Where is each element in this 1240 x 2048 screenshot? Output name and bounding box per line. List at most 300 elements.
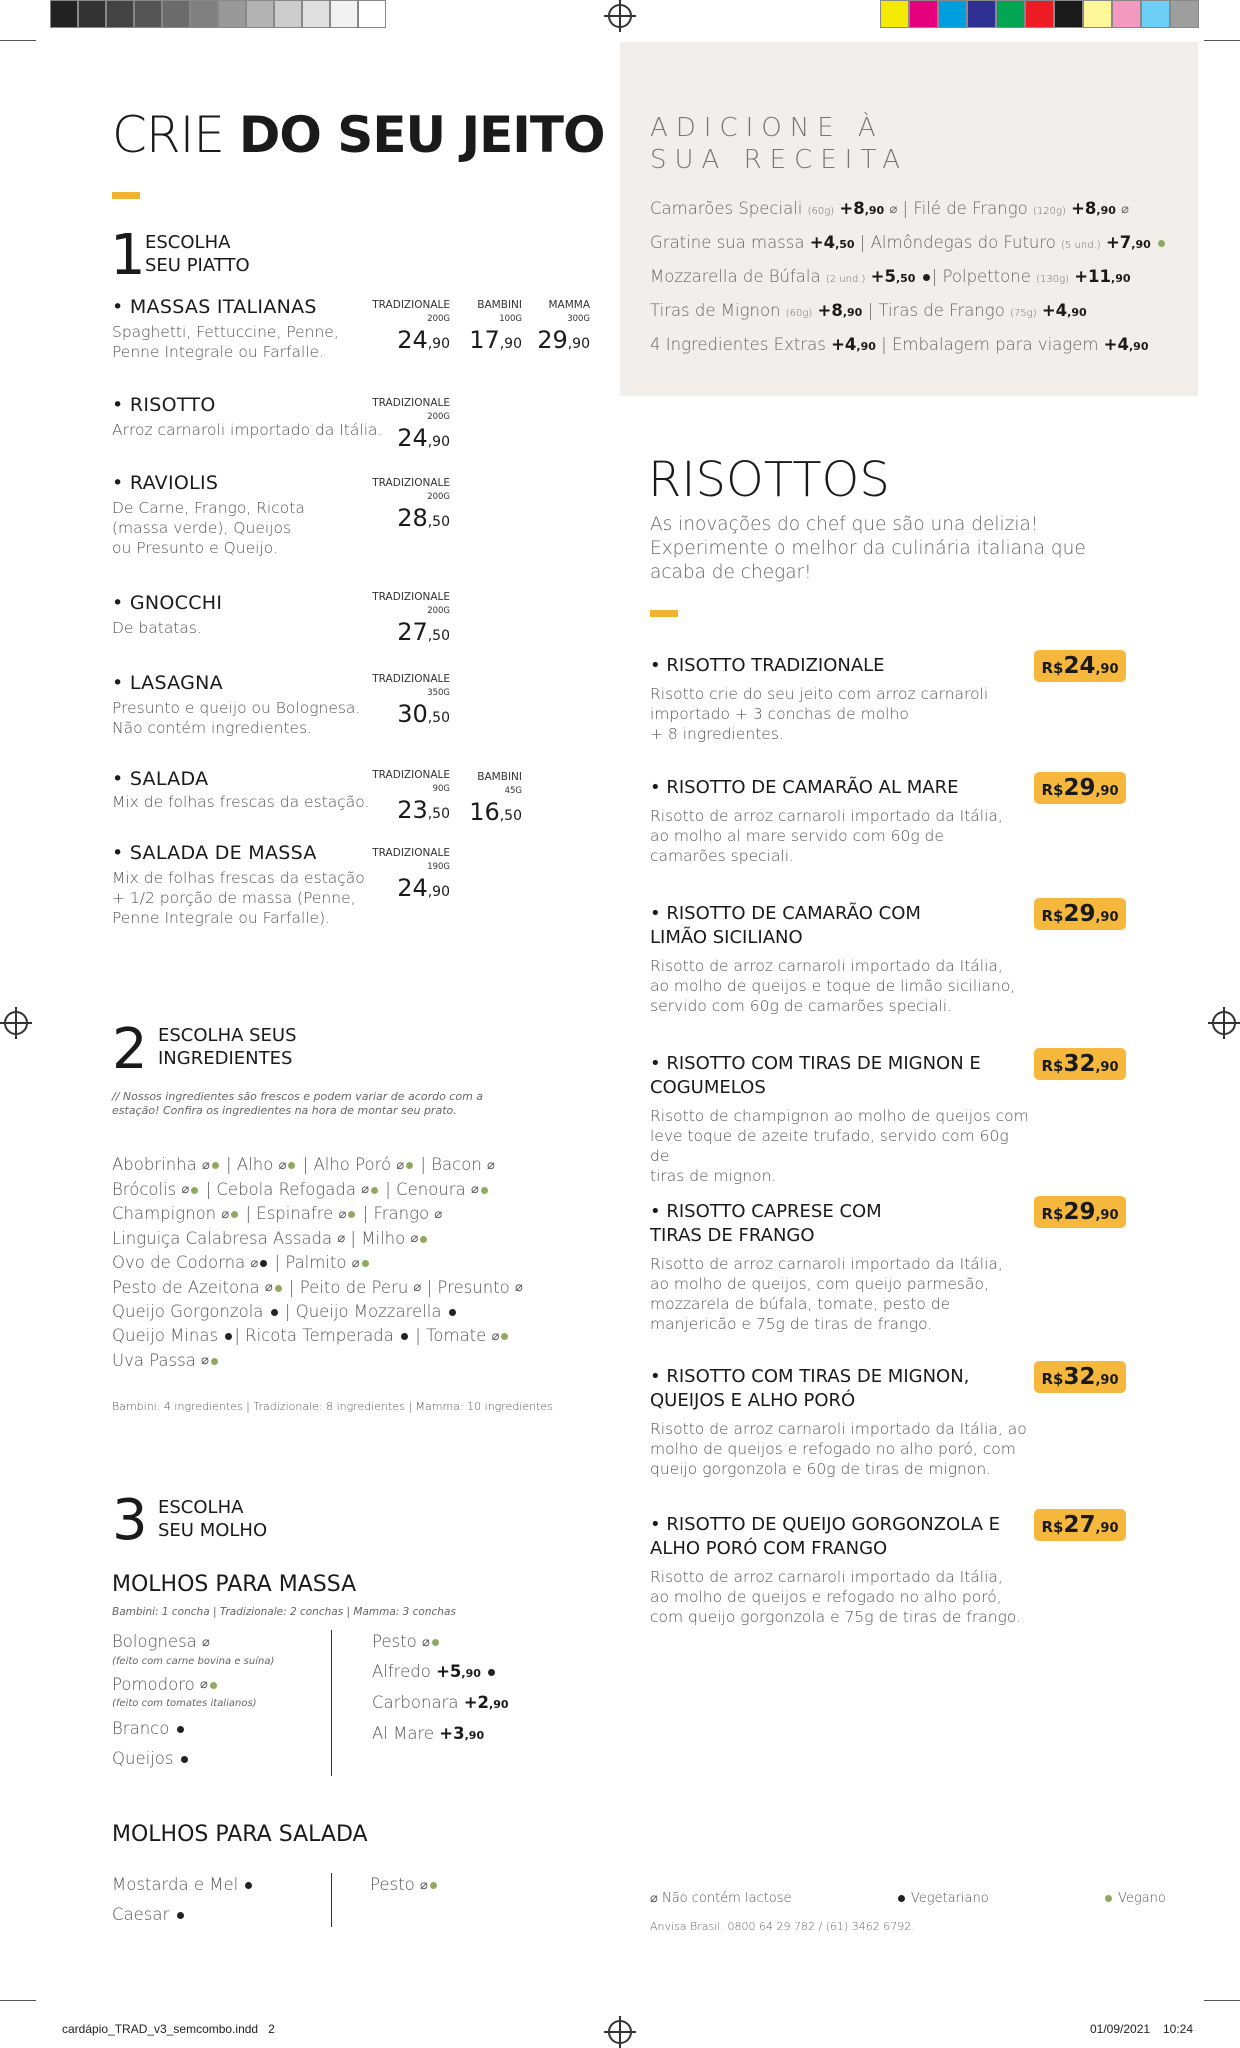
- item-desc: Presunto e queijo ou Bolognesa.: [112, 699, 361, 717]
- vegan-icon: [406, 1162, 413, 1169]
- desc-line: camarões speciali.: [650, 847, 794, 865]
- vegan-icon: [288, 1162, 295, 1169]
- gray-swatch: [106, 0, 134, 28]
- footer-date: 01/09/2021: [1090, 2022, 1151, 2036]
- gray-swatch: [78, 0, 106, 28]
- ingredient-row: Queijo Minas | Ricota Temperada | Tomate ⌀: [112, 1324, 523, 1349]
- page-title: [112, 106, 604, 164]
- ingredient-limits: Bambini: 4 ingredientes | Tradizionale: 8 ingredientes | Mamma: 10 ingredientes: [112, 1400, 553, 1413]
- no-lactose-icon: ⌀: [487, 1157, 495, 1173]
- accent-bar: [650, 610, 678, 617]
- vegetarian-icon: [401, 1333, 408, 1340]
- sauce-item: Pomodoro ⌀: [112, 1673, 322, 1698]
- note-line: estação! Confira os ingredientes na hora de montar seu prato.: [112, 1104, 457, 1117]
- sauces-col-2: [372, 1630, 572, 1748]
- sauce-item: Carbonara +2,90: [372, 1692, 509, 1712]
- no-lactose-icon: ⌀: [410, 1231, 419, 1246]
- ingredient-row: Ovo de Codorna ⌀ | Palmito ⌀: [112, 1251, 523, 1276]
- gray-swatch: [190, 0, 218, 28]
- step-title-line: SEU PIATTO: [145, 255, 250, 276]
- item-name: • SALADA: [112, 768, 209, 790]
- no-lactose-icon: ⌀: [361, 1182, 370, 1197]
- crop-mark: [1204, 2000, 1240, 2001]
- add-row: Camarões Speciali (60g) +8,90 ⌀ | Filé de Frango (120g) +8,90 ⌀: [650, 193, 1167, 227]
- gray-swatch: [246, 0, 274, 28]
- size-label: MAMMA: [548, 299, 590, 311]
- desc-line: Risotto de arroz carnaroli importado da Itália,: [650, 957, 1003, 975]
- size-label: TRADIZIONALE: [372, 591, 450, 603]
- risotto-name: LIMÃO SICILIANO: [650, 927, 803, 948]
- size-weight: 190G: [427, 862, 450, 872]
- ingredient: Alho Poró: [313, 1155, 392, 1174]
- legend-lactose: Não contém lactose: [661, 1891, 792, 1906]
- item-name: • RISOTTO: [112, 394, 216, 416]
- menu-item-salada: [112, 768, 392, 812]
- item-desc: Arroz carnaroli importado da Itália.: [112, 421, 383, 439]
- risotto-name: • RISOTTO DE CAMARÃO AL MARE: [650, 777, 959, 798]
- step-number: 1: [110, 223, 146, 288]
- cents: ,90: [1095, 1208, 1119, 1223]
- size-weight: 90G: [432, 784, 450, 794]
- desc-line: ao molho de queijos, com queijo parmesão,: [650, 1275, 989, 1293]
- ingredient: Ricota Temperada: [245, 1326, 394, 1345]
- no-lactose-icon: ⌀: [199, 1677, 208, 1692]
- risotto-item: [650, 1513, 1030, 1627]
- vegan-icon: [1105, 1895, 1112, 1902]
- size-weight: 100G: [499, 314, 522, 324]
- risotto-name: • RISOTTO DE QUEIJO GORGONZOLA E: [650, 1514, 1001, 1535]
- vegetarian-icon: [177, 1912, 184, 1919]
- desc-line: Risotto de arroz carnaroli importado da Itália,: [650, 807, 1003, 825]
- ingredient: Alho: [236, 1155, 274, 1174]
- ingredient-row: Abobrinha ⌀ | Alho ⌀ | Alho Poró ⌀ | Bacon ⌀: [112, 1153, 523, 1178]
- size-tradizionale: [360, 590, 450, 646]
- sauces-salad-col-2: [370, 1873, 520, 1898]
- sauce-item: Bolognesa ⌀: [112, 1630, 322, 1655]
- color-swatch: [967, 0, 996, 28]
- currency: R$: [1041, 781, 1064, 799]
- risotto-item: [650, 1200, 1030, 1334]
- ingredient: Espinafre: [256, 1204, 334, 1223]
- no-lactose-icon: ⌀: [202, 1634, 210, 1650]
- price-tag: [1034, 1361, 1126, 1393]
- cents: ,90: [1095, 662, 1119, 677]
- ingredient-row: Brócolis ⌀ | Cebola Refogada ⌀ | Cenoura ⌀: [112, 1178, 523, 1203]
- desc-line: Risotto de arroz carnaroli importado da Itália,: [650, 1568, 1003, 1586]
- add-title: [650, 112, 908, 176]
- ingredient: Cenoura: [396, 1179, 466, 1199]
- vegan-icon: [371, 1187, 378, 1194]
- step-title: [145, 231, 250, 277]
- sauces-pasta-title: MOLHOS PARA MASSA: [112, 1572, 357, 1597]
- vegetarian-icon: [271, 1309, 278, 1316]
- no-lactose-icon: ⌀: [337, 1231, 346, 1246]
- add-row: Mozzarella de Búfala (2 und.) +5,50 | Polpettone (130g) +11,90: [650, 267, 1131, 286]
- add-row: 4 Ingredientes Extras +4,90 | Embalagem para viagem +4,90: [650, 335, 1149, 354]
- desc-line: com queijo gorgonzola e 75g de tiras de frango.: [650, 1608, 1021, 1626]
- desc-line: manjericão e 75g de tiras de frango.: [650, 1315, 933, 1333]
- registration-mark-top: [608, 4, 632, 28]
- step-number: 3: [112, 1488, 148, 1553]
- vegan-icon: [212, 1162, 219, 1169]
- color-swatch: [1170, 0, 1199, 28]
- accent-bar: [112, 192, 140, 199]
- risotto-item: [650, 776, 1030, 866]
- ingredient: Linguiça Calabresa Assada: [112, 1228, 333, 1248]
- size-label: TRADIZIONALE: [372, 397, 450, 409]
- sauce-note: (feito com carne bovina e suína): [112, 1655, 275, 1667]
- vegan-icon: [211, 1358, 218, 1365]
- vegan-icon: [231, 1211, 238, 1218]
- risotto-name: • RISOTTO COM TIRAS DE MIGNON E: [650, 1053, 981, 1074]
- desc-line: ao molho de queijos e toque de limão siciliano,: [650, 977, 1016, 995]
- price: 24,90: [397, 874, 450, 902]
- ingredient: Queijo Minas: [112, 1326, 219, 1345]
- sauce-item: Branco: [112, 1717, 322, 1741]
- sauces-salad-col-1: [112, 1873, 312, 1927]
- no-lactose-icon: ⌀: [396, 1157, 405, 1173]
- item-desc: + 1/2 porção de massa (Penne,: [112, 889, 356, 907]
- ingredient: Milho: [361, 1228, 406, 1248]
- add-row: Tiras de Mignon (60g) +8,90 | Tiras de Frango (75g) +4,90: [650, 301, 1087, 320]
- crop-mark: [0, 40, 36, 41]
- currency: R$: [1041, 1057, 1064, 1075]
- size-tradizionale: [360, 476, 450, 532]
- no-lactose-icon: ⌀: [250, 1255, 259, 1271]
- color-swatch: [996, 0, 1025, 28]
- price: 24: [1063, 653, 1096, 679]
- no-lactose-icon: ⌀: [181, 1182, 190, 1197]
- title-bold: DO SEU JEITO: [238, 106, 605, 164]
- no-lactose-icon: ⌀: [491, 1328, 500, 1344]
- risotto-name: ALHO PORÓ COM FRANGO: [650, 1538, 888, 1559]
- no-lactose-icon: ⌀: [278, 1157, 287, 1173]
- cents: ,90: [1095, 784, 1119, 799]
- risotto-item: [650, 1365, 1030, 1479]
- sauce-item: Mostarda e Mel: [112, 1873, 312, 1897]
- price: 24,90: [397, 326, 450, 354]
- item-desc: Não contém ingredientes.: [112, 719, 313, 737]
- desc-line: Risotto crie do seu jeito com arroz carnaroli: [650, 685, 989, 703]
- size-weight: 200G: [427, 492, 450, 502]
- price-tag: [1034, 1048, 1126, 1080]
- sauce-divider: [331, 1873, 332, 1927]
- no-lactose-icon: ⌀: [650, 1891, 658, 1906]
- size-weight: 200G: [427, 606, 450, 616]
- currency: R$: [1041, 659, 1064, 677]
- registration-mark-bottom: [608, 2020, 632, 2044]
- no-lactose-icon: ⌀: [338, 1206, 347, 1222]
- cents: ,90: [1095, 910, 1119, 925]
- step-title-line: ESCOLHA: [145, 232, 231, 253]
- price-tag: [1034, 1509, 1126, 1541]
- item-name: • SALADA DE MASSA: [112, 842, 317, 864]
- no-lactose-icon: ⌀: [434, 1206, 443, 1222]
- ingredient: Tomate: [426, 1326, 487, 1345]
- vegan-icon: [501, 1333, 508, 1340]
- ingredient-row: Champignon ⌀ | Espinafre ⌀ | Frango ⌀: [112, 1202, 523, 1227]
- price: 29: [1063, 1199, 1096, 1225]
- ingredient: Ovo de Codorna: [112, 1253, 246, 1272]
- intro-line: acaba de chegar!: [650, 562, 812, 583]
- color-swatch: [1025, 0, 1054, 28]
- vegetarian-icon: [177, 1726, 184, 1733]
- desc-line: ao molho al mare servido com 60g de: [650, 827, 944, 845]
- item-desc: Penne Integrale ou Farfalle.: [112, 343, 325, 361]
- size-weight: 45G: [504, 786, 522, 796]
- ingredient: Cebola Refogada: [216, 1179, 356, 1199]
- step-title-line: SEU MOLHO: [158, 1520, 268, 1541]
- ingredient: Abobrinha: [112, 1155, 197, 1174]
- price: 27: [1063, 1512, 1096, 1538]
- ingredient: Queijo Mozzarella: [295, 1302, 442, 1321]
- currency: R$: [1041, 1518, 1064, 1536]
- step-title: [158, 1024, 297, 1070]
- legend: [650, 1891, 1210, 1906]
- menu-item-massas: [112, 296, 372, 362]
- ingredient: Bacon: [431, 1155, 482, 1174]
- item-desc: Penne Integrale ou Farfalle).: [112, 909, 331, 927]
- ingredient-row: [112, 1349, 523, 1374]
- vegetarian-icon: [488, 1669, 495, 1676]
- size-mamma: [530, 298, 590, 354]
- desc-line: servido com 60g de camarões speciali.: [650, 997, 952, 1015]
- sauce-item: Queijos: [112, 1747, 322, 1771]
- vegetarian-icon: [245, 1882, 252, 1889]
- step-title-line: ESCOLHA SEUS: [158, 1025, 297, 1046]
- legend-vegan: Vegano: [1117, 1891, 1166, 1906]
- no-lactose-icon: ⌀: [1121, 202, 1129, 217]
- item-desc: De Carne, Frango, Ricota: [112, 499, 305, 517]
- no-lactose-icon: ⌀: [889, 202, 898, 217]
- risottos-title: RISOTTOS: [648, 452, 890, 508]
- size-label: TRADIZIONALE: [372, 847, 450, 859]
- risotto-desc: [650, 1419, 1030, 1479]
- vegan-icon: [275, 1285, 282, 1292]
- vegan-icon: [432, 1639, 439, 1646]
- item-name: • MASSAS ITALIANAS: [112, 296, 317, 318]
- ingredient: Pesto de Azeitona: [112, 1277, 260, 1297]
- desc-line: Risotto de champignon ao molho de queijos com: [650, 1107, 1029, 1125]
- gray-swatch: [274, 0, 302, 28]
- risotto-name: COGUMELOS: [650, 1077, 766, 1098]
- vegan-icon: [191, 1187, 198, 1194]
- sauce-item: Pesto ⌀: [370, 1873, 520, 1898]
- anvisa-note: Anvisa Brasil: 0800 64 29 782 / (61) 3462 6792.: [650, 1920, 915, 1933]
- footer-time: 10:24: [1163, 2022, 1194, 2036]
- sauces-col-1: [112, 1630, 322, 1771]
- menu-item-raviolis: [112, 472, 372, 558]
- step-title: [158, 1496, 267, 1542]
- ingredient: Peito de Peru: [299, 1277, 409, 1297]
- gray-swatch: [302, 0, 330, 28]
- size-tradizionale: [360, 298, 450, 354]
- size-bambini: [462, 770, 522, 826]
- no-lactose-icon: ⌀: [413, 1280, 422, 1295]
- vegan-icon: [210, 1682, 217, 1689]
- no-lactose-icon: ⌀: [421, 1634, 430, 1650]
- sauce-divider: [331, 1630, 332, 1776]
- risotto-desc: [650, 684, 1030, 744]
- crop-mark: [0, 2000, 36, 2001]
- ingredient: Frango: [373, 1204, 430, 1223]
- desc-line: + 8 ingredientes.: [650, 725, 784, 743]
- risotto-name: • RISOTTO COM TIRAS DE MIGNON,: [650, 1366, 970, 1387]
- menu-item-risotto: [112, 394, 392, 440]
- risotto-name: QUEIJOS E ALHO PORÓ: [650, 1390, 856, 1411]
- size-weight: 350G: [427, 688, 450, 698]
- risotto-desc: [650, 1106, 1030, 1186]
- vegan-icon: [420, 1236, 427, 1243]
- ingredient: Palmito: [285, 1253, 347, 1272]
- desc-line: importado + 3 conchas de molho: [650, 705, 909, 723]
- ingredient: Presunto: [437, 1277, 510, 1297]
- risotto-desc: [650, 1254, 1030, 1334]
- item-desc: Mix de folhas frescas da estação: [112, 869, 365, 887]
- registration-mark-left: [4, 1011, 28, 1035]
- gray-swatch: [134, 0, 162, 28]
- vegetarian-icon: [260, 1260, 267, 1267]
- desc-line: molho de queijos e refogado no alho poró, com: [650, 1440, 1016, 1458]
- color-swatch: [1141, 0, 1170, 28]
- size-label: TRADIZIONALE: [372, 769, 450, 781]
- title-light: CRIE: [112, 106, 239, 164]
- ingredient: Uva Passa: [112, 1350, 196, 1370]
- no-lactose-icon: ⌀: [351, 1255, 360, 1271]
- desc-line: ao molho de queijos e refogado no alho poró,: [650, 1588, 1002, 1606]
- size-tradizionale: [360, 672, 450, 728]
- size-weight: 300G: [567, 314, 590, 324]
- item-name: • LASAGNA: [112, 672, 223, 694]
- color-swatch: [938, 0, 967, 28]
- gray-swatch: [358, 0, 386, 28]
- gray-swatch: [330, 0, 358, 28]
- size-label: BAMBINI: [477, 771, 522, 783]
- price: 29: [1063, 775, 1096, 801]
- sauce-note: (feito com tomates italianos): [112, 1698, 257, 1709]
- desc-line: Risotto de arroz carnaroli importado da Itália, ao: [650, 1420, 1027, 1438]
- price: 23,50: [397, 796, 450, 824]
- no-lactose-icon: ⌀: [201, 1157, 210, 1173]
- size-weight: 200G: [427, 412, 450, 422]
- sauces-salad-title: MOLHOS PARA SALADA: [112, 1822, 368, 1847]
- intro-line: Experimente o melhor da culinária italiana que: [650, 538, 1086, 559]
- ingredient-row: Queijo Gorgonzola | Queijo Mozzarella: [112, 1300, 523, 1324]
- add-title-line: ADICIONE À: [650, 113, 884, 143]
- size-bambini: [462, 298, 522, 354]
- risotto-name: • RISOTTO DE CAMARÃO COM: [650, 903, 921, 924]
- risotto-desc: [650, 806, 1030, 866]
- gray-swatch: [50, 0, 78, 28]
- sauce-item: Pesto ⌀: [372, 1630, 572, 1655]
- vegetarian-icon: [225, 1333, 232, 1340]
- menu-item-gnocchi: [112, 592, 372, 638]
- gray-swatch: [218, 0, 246, 28]
- item-name: • GNOCCHI: [112, 592, 223, 614]
- sauce-item: Al Mare +3,90: [372, 1723, 485, 1743]
- desc-line: mozzarela de búfala, tomate, pesto de: [650, 1295, 951, 1313]
- size-label: BAMBINI: [477, 299, 522, 311]
- price-tag: [1034, 650, 1126, 682]
- ingredient-row: Linguiça Calabresa Assada ⌀ | Milho ⌀: [112, 1227, 523, 1252]
- sauce-item: Alfredo +5,90: [372, 1660, 572, 1686]
- menu-item-salada-massa: [112, 842, 372, 928]
- color-swatch: [909, 0, 938, 28]
- price-tag: [1034, 898, 1126, 930]
- price: 24,90: [397, 424, 450, 452]
- price: 29,90: [537, 326, 590, 354]
- ingredient-row: Pesto de Azeitona ⌀ | Peito de Peru ⌀ | Presunto ⌀: [112, 1276, 523, 1301]
- vegan-icon: [481, 1187, 488, 1194]
- price: 32: [1063, 1051, 1096, 1077]
- item-desc: De batatas.: [112, 619, 202, 637]
- risottos-intro: [650, 513, 1086, 585]
- cents: ,90: [1095, 1060, 1119, 1075]
- vegetarian-icon: [181, 1756, 188, 1763]
- ingredient: Champignon: [112, 1204, 217, 1223]
- color-swatch: [1112, 0, 1141, 28]
- price-tag: [1034, 1196, 1126, 1228]
- risotto-name: • RISOTTO TRADIZIONALE: [650, 655, 885, 676]
- legend-vegetarian: Vegetariano: [910, 1891, 989, 1906]
- risotto-item: [650, 902, 1030, 1016]
- cents: ,90: [1095, 1373, 1119, 1388]
- desc-line: queijo gorgonzola e 60g de tiras de mignon.: [650, 1460, 992, 1478]
- color-swatch: [1054, 0, 1083, 28]
- no-lactose-icon: ⌀: [201, 1353, 209, 1368]
- vegan-icon: [1158, 240, 1165, 247]
- vegan-icon: [362, 1260, 369, 1267]
- item-desc: Mix de folhas frescas da estação.: [112, 793, 370, 811]
- step-title-line: ESCOLHA: [158, 1497, 244, 1518]
- vegetarian-icon: [449, 1309, 456, 1316]
- desc-line: Risotto de arroz carnaroli importado da Itália,: [650, 1255, 1003, 1273]
- cents: ,90: [1095, 1521, 1119, 1536]
- item-name: • RAVIOLIS: [112, 472, 219, 494]
- currency: R$: [1041, 907, 1064, 925]
- item-desc: ou Presunto e Queijo.: [112, 539, 278, 557]
- risotto-desc: [650, 1567, 1030, 1627]
- risotto-desc: [650, 956, 1030, 1016]
- vegan-icon: [348, 1211, 355, 1218]
- vegetarian-icon: [923, 274, 930, 281]
- no-lactose-icon: ⌀: [264, 1280, 273, 1295]
- vegetarian-icon: [898, 1895, 905, 1902]
- size-tradizionale: [360, 396, 450, 452]
- size-tradizionale: [360, 846, 450, 902]
- item-desc: Spaghetti, Fettuccine, Penne,: [112, 323, 339, 341]
- no-lactose-icon: ⌀: [221, 1206, 230, 1222]
- no-lactose-icon: ⌀: [419, 1877, 428, 1893]
- risotto-item: [650, 1052, 1030, 1186]
- currency: R$: [1041, 1370, 1064, 1388]
- note-line: // Nossos ingredientes são frescos e podem variar de acordo com a: [112, 1090, 484, 1103]
- desc-line: tiras de mignon.: [650, 1167, 777, 1185]
- item-desc: (massa verde), Queijos: [112, 519, 292, 537]
- price: 29: [1063, 901, 1096, 927]
- sauce-item: Caesar: [112, 1903, 312, 1927]
- ingredients-note: [112, 1090, 483, 1118]
- step-title-line: INGREDIENTES: [158, 1048, 293, 1069]
- ingredient: Brócolis: [112, 1179, 177, 1199]
- size-label: TRADIZIONALE: [372, 673, 450, 685]
- size-label: TRADIZIONALE: [372, 299, 450, 311]
- risotto-name: • RISOTTO CAPRESE COM: [650, 1201, 882, 1222]
- step-number: 2: [112, 1017, 148, 1082]
- footer-filename: cardápio_TRAD_v3_semcombo.indd 2: [62, 2022, 275, 2036]
- desc-line: leve toque de azeite trufado, servido com 60g de: [650, 1127, 1009, 1165]
- price: 28,50: [397, 504, 450, 532]
